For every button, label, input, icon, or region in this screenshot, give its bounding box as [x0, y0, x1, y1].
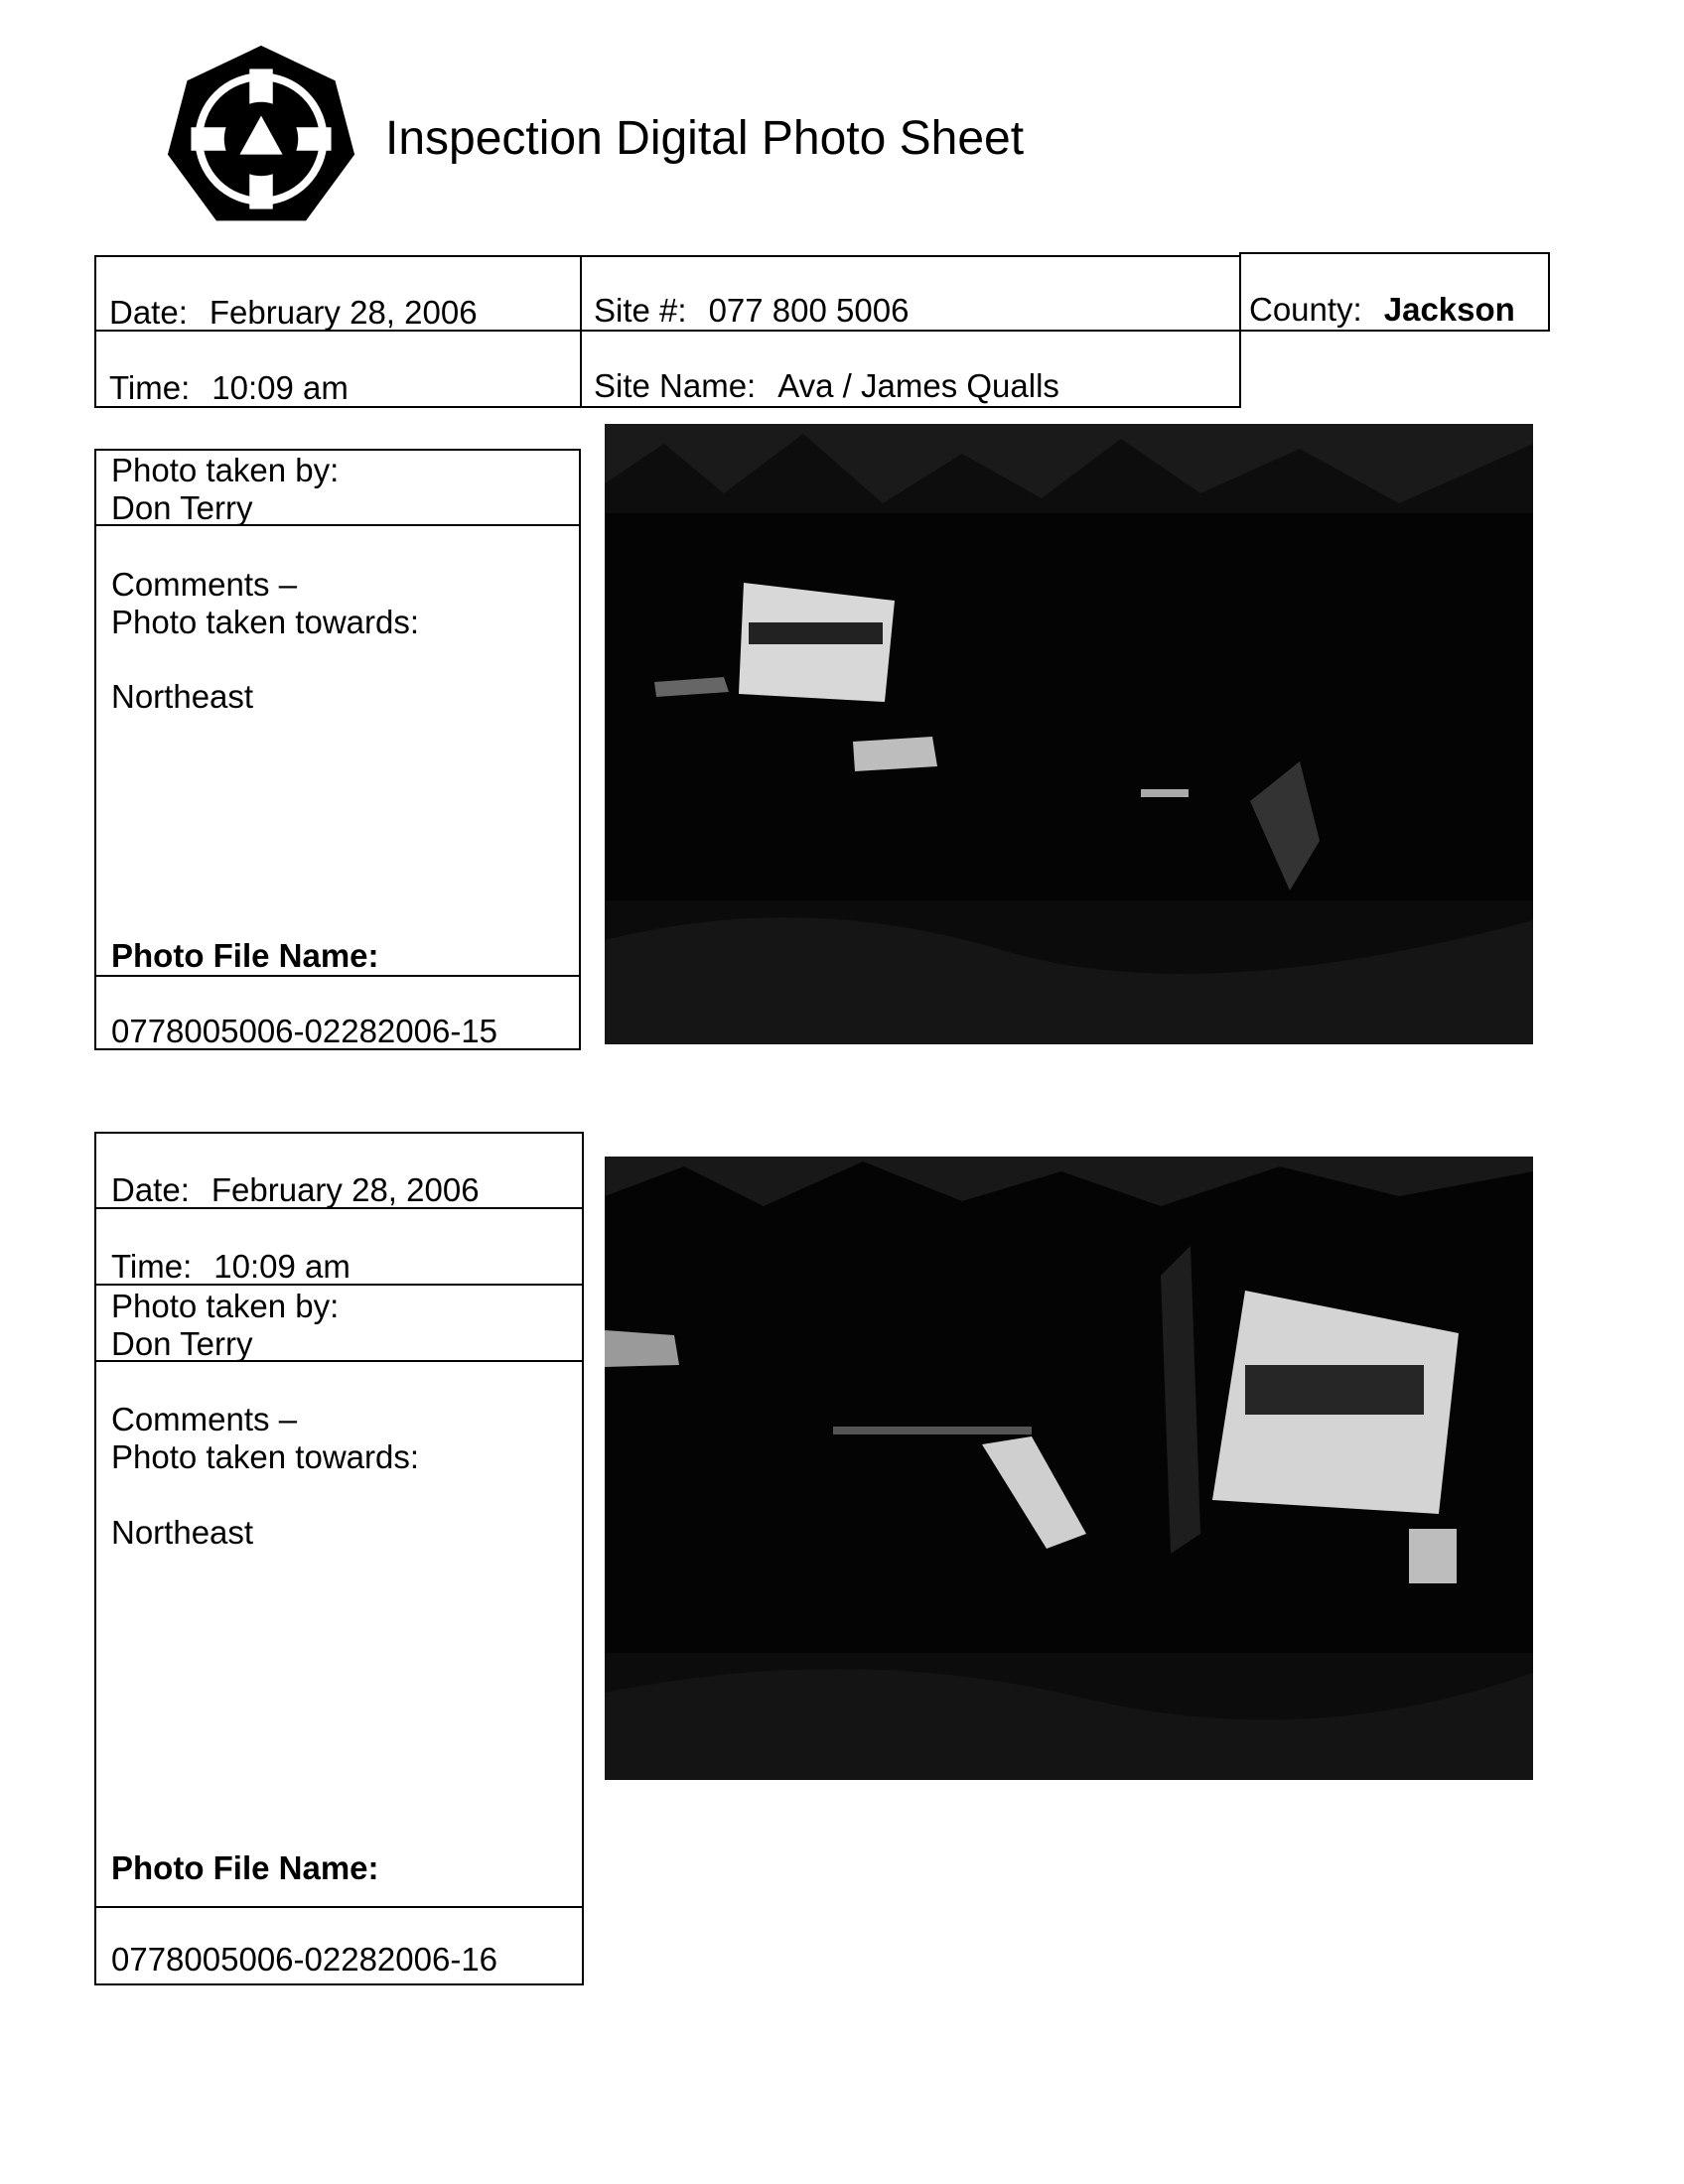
photo-2-direction-label: Photo taken towards: [111, 1438, 420, 1475]
photo-2-date-value: February 28, 2006 [210, 1171, 480, 1208]
photo-2-date-field [111, 1171, 480, 1209]
photo-2-direction-value: Northeast [111, 1514, 254, 1551]
inspection-photo-2 [605, 1157, 1533, 1780]
photo-2-time-label: Time: [111, 1248, 193, 1285]
photo-1-direction-label: Photo taken towards: [111, 604, 420, 640]
photo-2-taken-by-label: Photo taken by: [111, 1288, 340, 1324]
photo-1-comments-label: Comments – [111, 566, 298, 603]
site-number-value: 077 800 5006 [708, 292, 910, 329]
site-info-col-divider [580, 255, 582, 408]
agency-seal-icon [164, 42, 358, 236]
photo-2-date-label: Date: [111, 1171, 190, 1208]
page-title: Inspection Digital Photo Sheet [385, 112, 1025, 165]
site-name-value: Ava / James Qualls [777, 367, 1059, 404]
photo-1-direction-value: Northeast [111, 678, 254, 715]
photo-2-file-name-label: Photo File Name: [111, 1849, 379, 1886]
photo-1-taken-by-label: Photo taken by: [111, 452, 340, 488]
time-label: Time: [109, 369, 191, 406]
photo-2-comments-label: Comments – [111, 1401, 298, 1437]
photo-1-file-name-value: 0778005006-02282006-15 [111, 1013, 498, 1049]
county-field [1249, 291, 1515, 329]
photo-2-time-field [111, 1248, 351, 1286]
site-name-label: Site Name: [594, 367, 757, 404]
photo-2-file-name-value: 0778005006-02282006-16 [111, 1941, 498, 1978]
photo-1-file-name-label: Photo File Name: [111, 937, 379, 974]
date-value: February 28, 2006 [209, 294, 478, 331]
date-label: Date: [109, 294, 188, 331]
date-field [109, 294, 478, 332]
county-value: Jackson [1383, 291, 1515, 328]
photo-2-divider-file [94, 1906, 584, 1908]
inspection-photo-1 [605, 424, 1533, 1044]
site-number-field [594, 292, 909, 330]
photo-1-divider-bottom [94, 975, 581, 977]
site-name-field [594, 367, 1059, 405]
photo-2-taken-by-value: Don Terry [111, 1325, 253, 1362]
photo-1-taken-by-value: Don Terry [111, 489, 253, 526]
county-label: County: [1249, 291, 1362, 328]
time-value: 10:09 am [211, 369, 349, 406]
site-number-label: Site #: [594, 292, 687, 329]
time-field [109, 369, 349, 407]
photo-2-time-value: 10:09 am [213, 1248, 351, 1285]
